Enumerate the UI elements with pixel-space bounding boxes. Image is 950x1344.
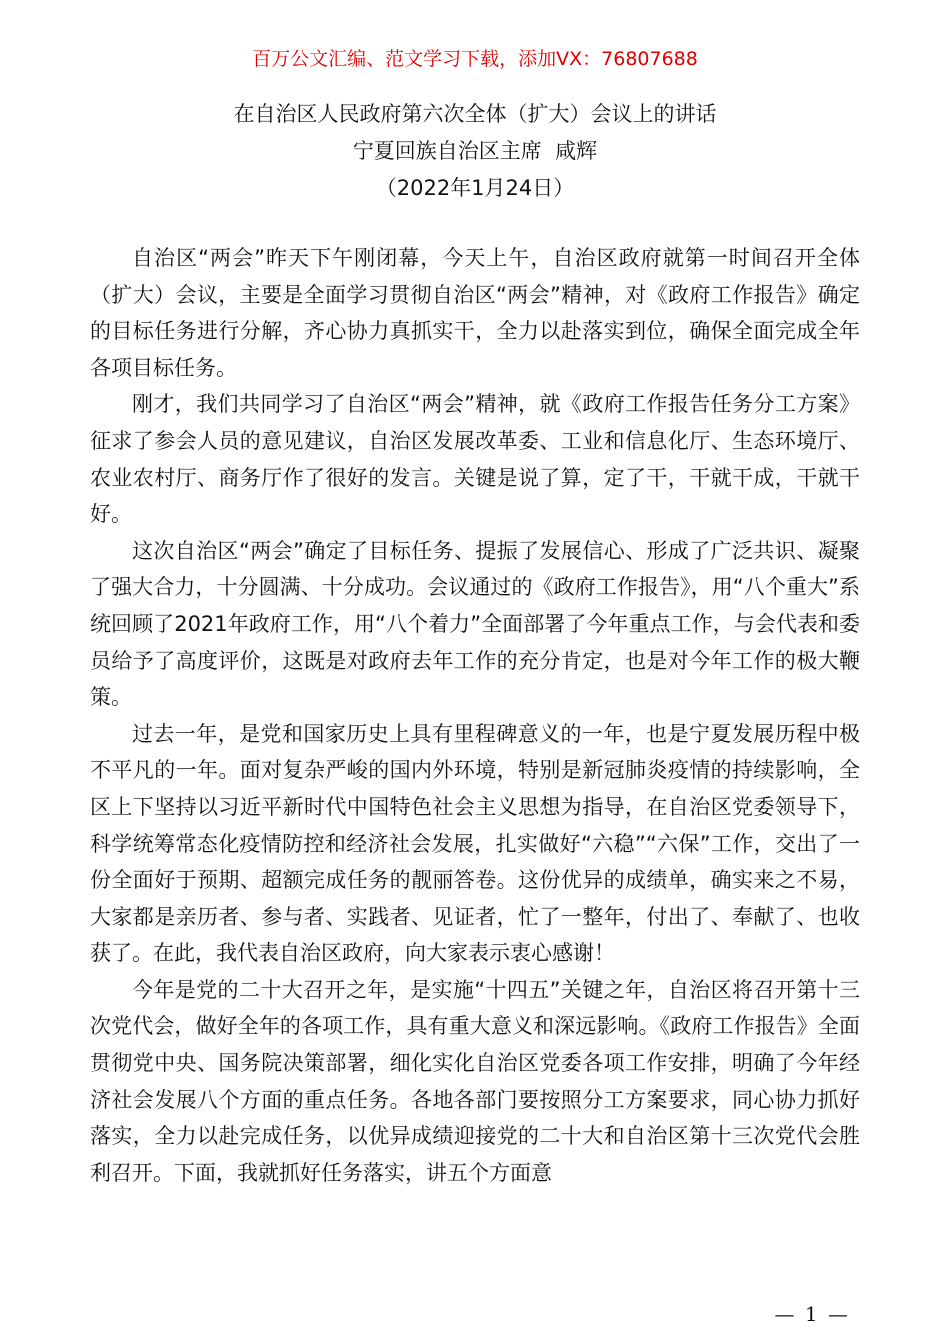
speech-date: （2022年1月24日）: [375, 176, 575, 200]
paragraph: 过去一年，是党和国家历史上具有里程碑意义的一年，也是宁夏发展历程中极不平凡的一年。面对复杂严峻的国内外环境，特别是新冠肺炎疫情的持续影响，全区上下坚持以习近平新时代中国特色社会主义思想为指导，在自治区党委领导下，科学统筹常态化疫情防控和经济社会发展，扎实做好“六稳”“六保”工作，交出了一份全面好于预期、超额完成任务的靓丽答卷。这份优异的成绩单，确实来之不易，大家都是亲历者、参与者、实践者、见证者，忙了一整年，付出了、奉献了、也收获了。在此，我代表自治区政府，向大家表示衷心感谢！: [90, 721, 860, 966]
paragraph: 这次自治区“两会”确定了目标任务、提振了发展信心、形成了广泛共识、凝聚了强大合力，十分圆满、十分成功。会议通过的《政府工作报告》，用“八个重大”系统回顾了2021年政府工作，用“八个着力”全面部署了今年重点工作，与会代表和委员给予了高度评价，这既是对政府去年工作的充分肯定，也是对今年工作的极大鞭策。: [90, 538, 860, 710]
document-title: 在自治区人民政府第六次全体（扩大）会议上的讲话: [233, 102, 717, 126]
page-number: — 1 —: [774, 1302, 850, 1326]
paragraph: 刚才，我们共同学习了自治区“两会”精神，就《政府工作报告任务分工方案》征求了参会人员的意见建议，自治区发展改革委、工业和信息化厅、生态环境厅、农业农村厅、商务厅作了很好的发言。关键是说了算，定了干，干就干成，干就干好。: [90, 392, 860, 527]
paragraph: 自治区“两会”昨天下午刚闭幕，今天上午，自治区政府就第一时间召开全体（扩大）会议，主要是全面学习贯彻自治区“两会”精神，对《政府工作报告》确定的目标任务进行分解，齐心协力真抓实干，全力以赴落实到位，确保全面完成全年各项目标任务。: [90, 246, 860, 380]
paragraph: 今年是党的二十大召开之年，是实施“十四五”关键之年，自治区将召开第十三次党代会，做好全年的各项工作，具有重大意义和深远影响。《政府工作报告》全面贯彻党中央、国务院决策部署，细化实化自治区党委各项工作安排，明确了今年经济社会发展八个方面的重点任务。各地各部门要按照分工方案要求，同心协力抓好落实，全力以赴完成任务，以优异成绩迎接党的二十大和自治区第十三次党代会胜利召开。下面，我就抓好任务落实，讲五个方面意: [90, 977, 860, 1185]
speaker-line: 宁夏回族自治区主席 咸辉: [352, 139, 598, 163]
document-header: [0, 96, 950, 207]
document-body: [90, 240, 860, 1191]
watermark-text: 百万公文汇编、范文学习下载，添加VX：76807688: [252, 48, 698, 70]
